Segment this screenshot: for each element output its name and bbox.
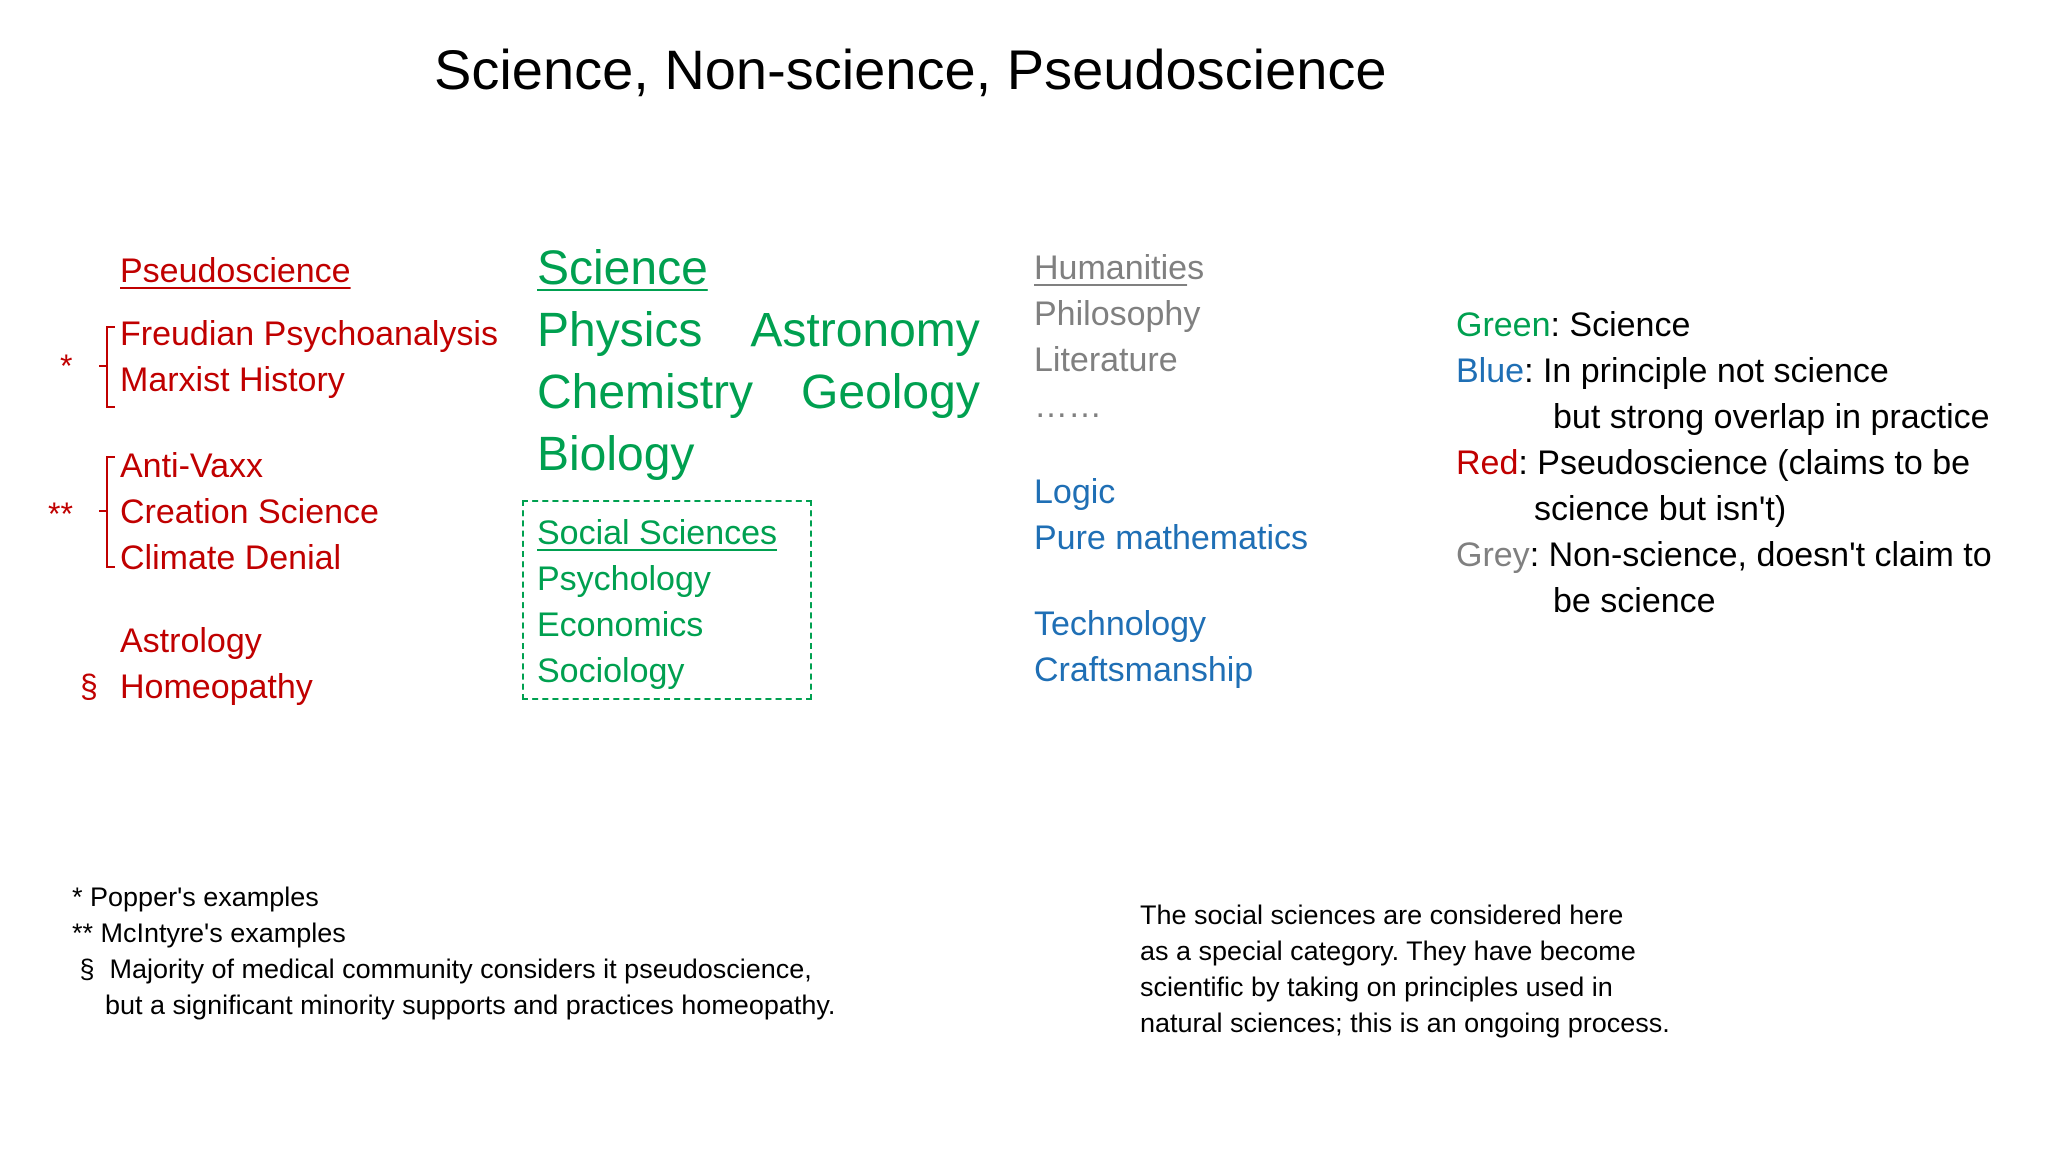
footnote-mcintyre: ** McIntyre's examples xyxy=(72,918,346,948)
formal-item-pure-mathematics: Pure mathematics xyxy=(1034,519,1308,557)
footnote-popper: * Popper's examples xyxy=(72,882,319,912)
social-item-sociology: Sociology xyxy=(537,652,685,690)
applied-item-craftsmanship: Craftsmanship xyxy=(1034,651,1254,689)
formal-item-logic: Logic xyxy=(1034,473,1116,511)
science-item-physics: Physics xyxy=(537,304,703,357)
social-item-psychology: Psychology xyxy=(537,560,711,598)
legend-red: Red: Pseudoscience (claims to be xyxy=(1456,444,1971,482)
footnote-homeopathy: § Majority of medical community considers it pseudoscience, xyxy=(72,954,812,984)
legend-grey: Grey: Non-science, doesn't claim to xyxy=(1456,536,1992,574)
science-item-astronomy: Astronomy xyxy=(750,304,980,357)
pseudo-item-climate-denial: Climate Denial xyxy=(120,539,342,577)
science-item-chemistry: Chemistry xyxy=(537,366,754,419)
group1-bracket xyxy=(106,326,115,408)
popper-marker: * xyxy=(60,348,73,384)
humanities-heading: Humanities xyxy=(1034,249,1205,287)
legend-red-cont: science but isn't) xyxy=(1534,490,1787,528)
legend-blue-cont: but strong overlap in practice xyxy=(1553,398,1990,436)
group2-bracket xyxy=(106,456,115,568)
side-note-line-2: as a special category. They have become xyxy=(1140,936,1636,966)
pseudo-item-astrology: Astrology xyxy=(120,622,262,660)
science-heading: Science xyxy=(537,242,708,295)
pseudoscience-heading: Pseudoscience xyxy=(120,252,351,290)
side-note-line-4: natural sciences; this is an ongoing process. xyxy=(1140,1008,1670,1038)
social-sciences-heading: Social Sciences xyxy=(537,514,778,552)
side-note-line-3: scientific by taking on principles used in xyxy=(1140,972,1613,1002)
pseudo-item-homeopathy: Homeopathy xyxy=(120,668,313,706)
homeopathy-marker: § xyxy=(80,668,98,704)
mcintyre-marker: ** xyxy=(48,496,73,532)
humanities-item-ellipsis: …… xyxy=(1034,387,1102,425)
science-row-2 xyxy=(537,362,980,424)
legend-green: Green: Science xyxy=(1456,306,1691,344)
applied-item-technology: Technology xyxy=(1034,605,1207,643)
humanities-item-literature: Literature xyxy=(1034,341,1178,379)
group1-bracket-tick xyxy=(99,365,106,367)
pseudo-item-marxist: Marxist History xyxy=(120,361,345,399)
legend-blue: Blue: In principle not science xyxy=(1456,352,1889,390)
pseudo-item-creation-science: Creation Science xyxy=(120,493,379,531)
humanities-item-philosophy: Philosophy xyxy=(1034,295,1201,333)
pseudo-item-freudian: Freudian Psychoanalysis xyxy=(120,315,498,353)
science-item-geology: Geology xyxy=(801,366,980,419)
page-title: Science, Non-science, Pseudoscience xyxy=(434,38,1387,101)
side-note-line-1: The social sciences are considered here xyxy=(1140,900,1624,930)
science-row-1 xyxy=(537,300,980,362)
social-item-economics: Economics xyxy=(537,606,704,644)
science-item-biology: Biology xyxy=(537,428,695,481)
group2-bracket-tick xyxy=(99,510,106,512)
legend-grey-cont: be science xyxy=(1553,582,1716,620)
pseudo-item-antivaxx: Anti-Vaxx xyxy=(120,447,263,485)
footnote-homeopathy-cont: but a significant minority supports and practices homeopathy. xyxy=(105,990,836,1020)
